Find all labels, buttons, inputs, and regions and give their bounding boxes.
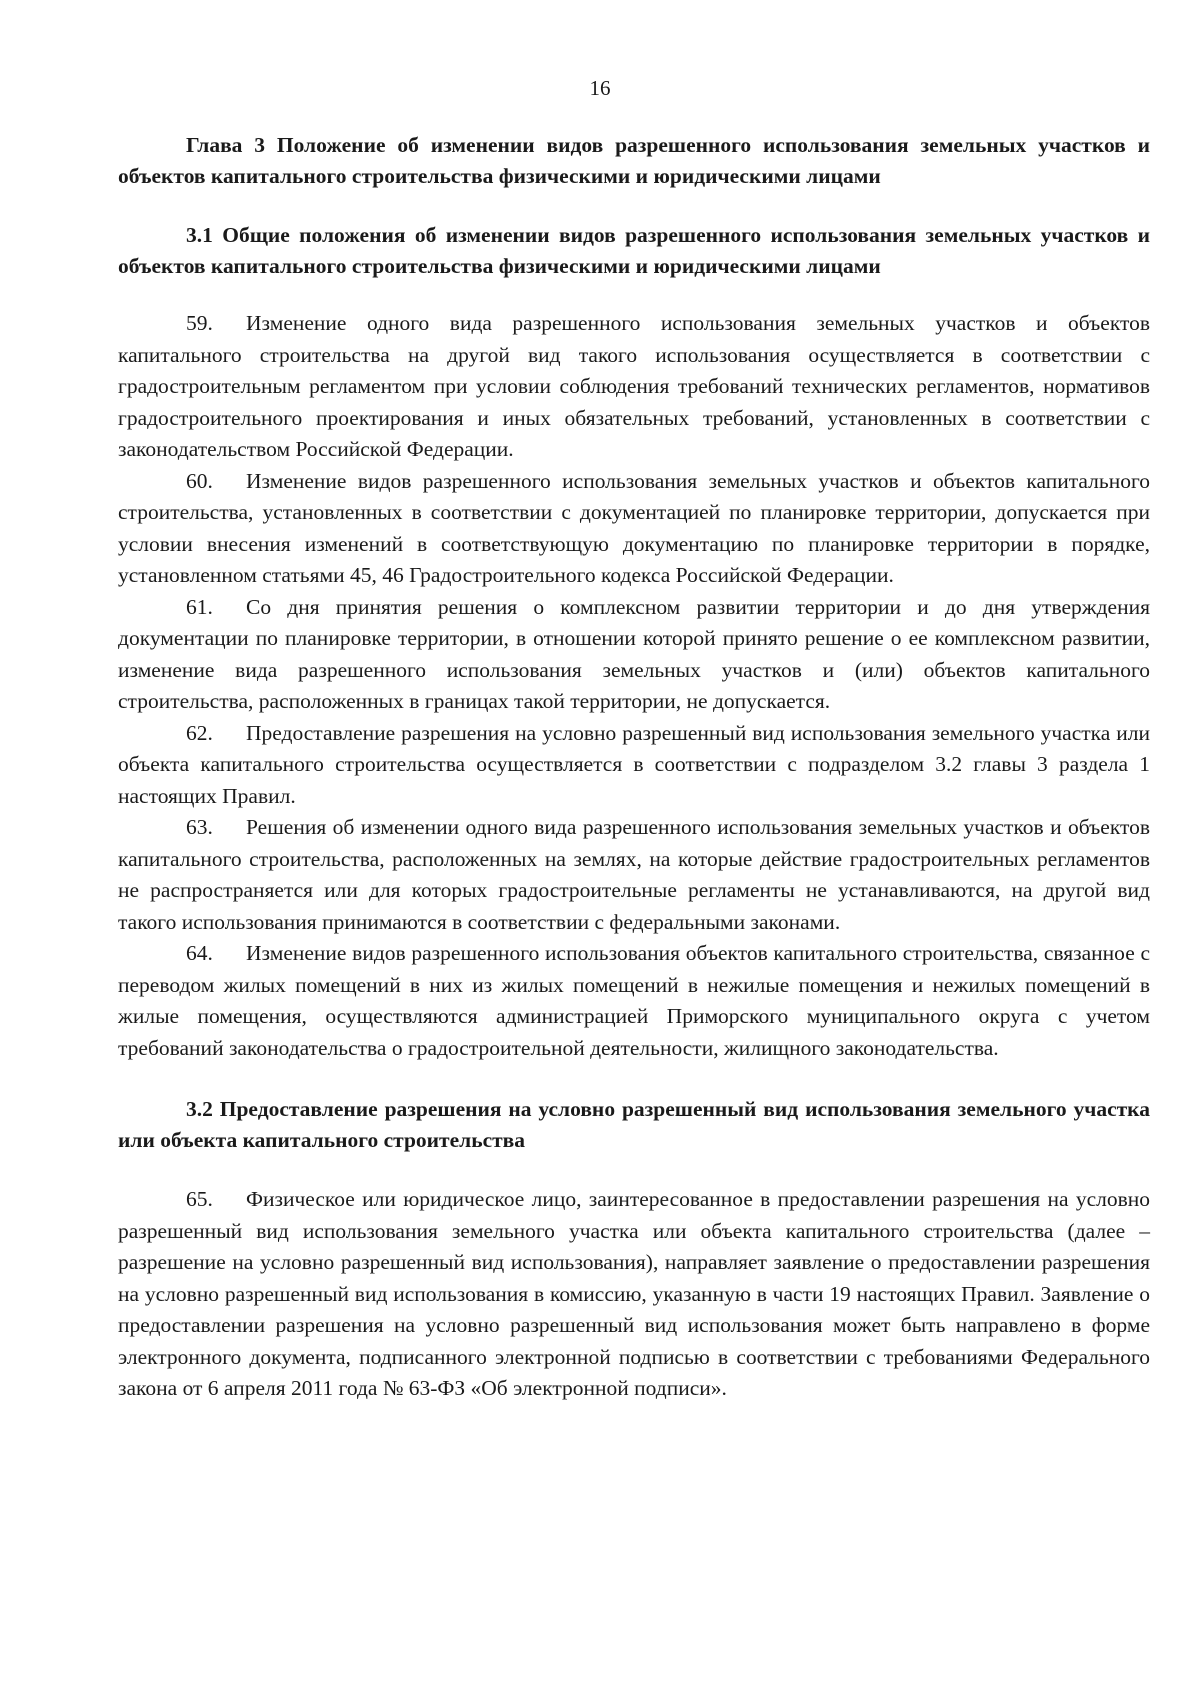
paragraph-62 [118,718,1150,813]
paragraph-text: Предоставление разрешения на условно разрешенный вид использования земельного участка или объекта капитального строительства осуществляется в соответствии с подразделом 3.2 главы 3 раздела 1 настоящих Правил. [118,720,1150,808]
section-title-3-1: 3.1 Общие положения об изменении видов разрешенного использования земельных участков и объектов капитального строительства физическими и юридическими лицами [118,223,1150,278]
paragraph-number: 64. [186,941,213,965]
paragraph-59 [118,308,1150,466]
paragraph-number: 61. [186,594,213,619]
paragraph-number: 63. [186,815,213,839]
paragraph-number: 60. [186,468,213,493]
paragraph-61 [118,592,1150,718]
paragraph-number: 62. [186,720,213,745]
paragraph-text: Изменение видов разрешенного использования объектов капитального строительства, связанное с переводом жилых помещений в них из жилых помещений в нежилые помещения и нежилых помещений в жилые помещения, осуществляются администрацией Приморского муниципального округа с учетом требований законодательства о градостроительной деятельности, жилищного законодательства. [118,941,1150,1060]
paragraph-65 [118,1184,1150,1405]
paragraph-number: 59. [186,311,213,335]
paragraph-text: Физическое или юридическое лицо, заинтересованное в предоставлении разрешения на условно разрешенный вид использования земельного участка или объекта капитального строительства (далее – разрешение на условно разрешенный вид использования), направляет заявление о предоставлении разрешения на условно разрешенный вид использования в комиссию, указанную в части 19 настоящих Правил. Заявление о предоставлении разрешения на условно разрешенный вид использования может быть направлено в форме электронного документа, подписанного электронной подписью в соответствии с требованиями Федерального закона от 6 апреля 2011 года № 63-ФЗ «Об электронной подписи». [118,1187,1150,1400]
paragraph-64 [118,938,1150,1064]
paragraph-60 [118,466,1150,592]
paragraph-number: 65. [186,1187,213,1211]
paragraph-text: Изменение видов разрешенного использования земельных участков и объектов капитального строительства, установленных в соответствии с документацией по планировке территории, допускается при условии внесения изменений в соответствующую документацию по планировке территории в порядке, установленном статьями 45, 46 Градостроительного кодекса Российской Федерации. [118,468,1150,587]
page-number: 16 [589,76,611,100]
paragraph-text: Решения об изменении одного вида разрешенного использования земельных участков и объектов капитального строительства, расположенных на землях, на которые действие градостроительных регламентов не распространяется или для которых градостроительные регламенты не устанавливаются, на другой вид такого использования принимаются в соответствии с федеральными законами. [118,815,1150,934]
section-title-3-2: 3.2 Предоставление разрешения на условно разрешенный вид использования земельного участка или объекта капитального строительства [118,1097,1150,1152]
paragraph-text: Со дня принятия решения о комплексном развитии территории и до дня утверждения документации по планировке территории, в отношении которой принято решение о ее комплексном развитии, изменение вида разрешенного использования земельных участков и (или) объектов капитального строительства, расположенных в границах такой территории, не допускается. [118,594,1150,713]
paragraph-63 [118,812,1150,938]
chapter-title: Глава 3 Положение об изменении видов разрешенного использования земельных участков и объектов капитального строительства физическими и юридическими лицами [118,133,1150,188]
paragraph-text: Изменение одного вида разрешенного использования земельных участков и объектов капитального строительства на другой вид такого использования осуществляется в соответствии с градостроительным регламентом при условии соблюдения требований технических регламентов, нормативов градостроительного проектирования и иных обязательных требований, установленных в соответствии с законодательством Российской Федерации. [118,311,1150,461]
page-content [118,130,1150,1405]
